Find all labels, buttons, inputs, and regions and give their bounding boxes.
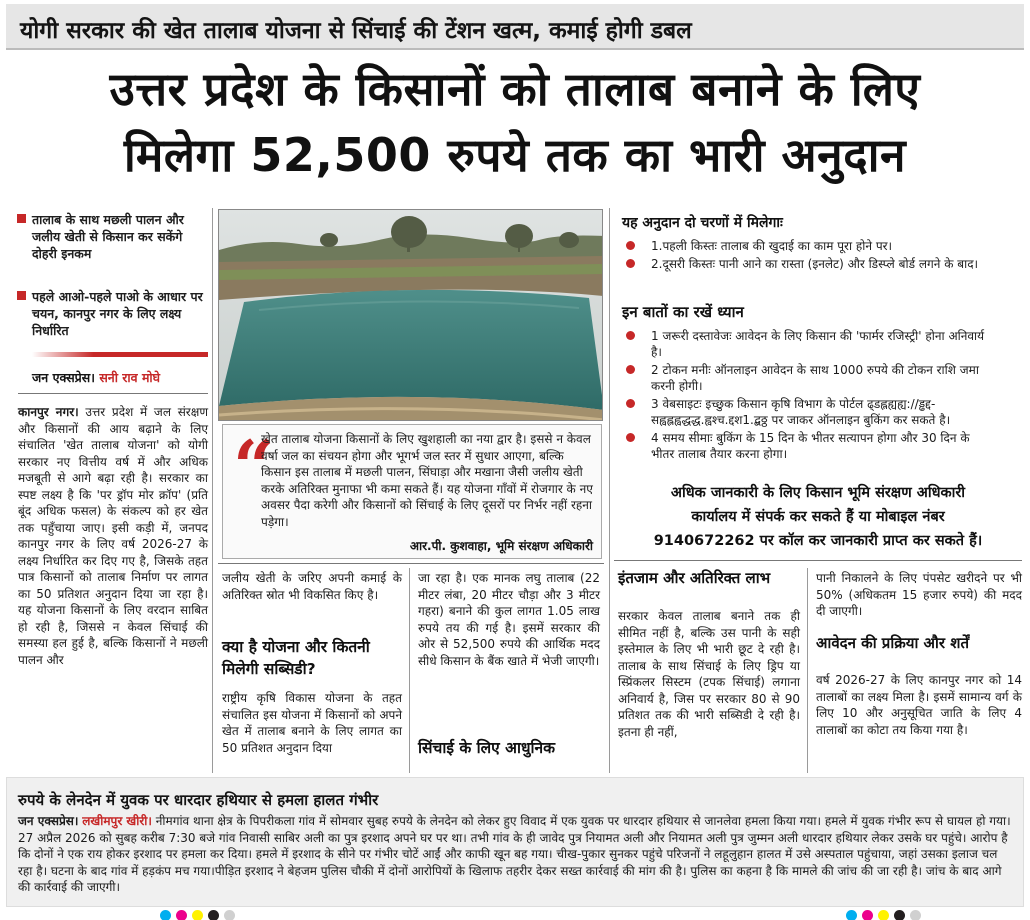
kicker-text: योगी सरकार की खेत तालाब योजना से सिंचाई की टेंशन खत्म, कमाई होगी डबल — [20, 18, 692, 44]
list-item: 2 टोकन मनीः ऑनलाइन आवेदन के साथ 1000 रुपये की टोकन राशि जमा करनी होगी। — [626, 362, 996, 394]
byline-agency: जन एक्सप्रेस। — [32, 370, 95, 385]
column-1-text: उत्तर प्रदेश में जल संरक्षण और किसानों की आय बढ़ाने के लिए संचालित 'खेत तालाब योजना' को योगी सरकार नए वित्तीय वर्ष में और अधिक मजबूती से आगे बढ़ा रही है। सरकार का स्पष्ट लक्ष्य है कि 'पर ड्रॉप मोर क्रॉप' (प्रति बूंद अधिक फसल) के संकल्प को हर खेत तक पहुँचाया जाए। इसी कड़ी में, जनपद कानपुर नगर के लिए वर्ष 2026-27 के लक्ष्य निर्धारित कर दिए गए है, जिसके तहत पात्र किसानों को तालाब निर्माण पर लागत का 50 प्रतिशत अनुदान दिया जा रहा है। यह योजना किसानों के लिए वरदान साबित हो रही है, जिससे न केवल सिंचाई की समस्या हल हुई है, बल्कि किसानों ने मछली पालन और — [18, 405, 208, 667]
column-rule — [212, 208, 213, 773]
column-2-bottom: राष्ट्रीय कृषि विकास योजना के तहत संचालित इस योजना में किसानों को अपने खेत में तालाब बनाने के लिए लागत का 50 प्रतिशत अनुदान दिया — [222, 691, 402, 755]
byline — [32, 369, 160, 386]
bullet-square-icon — [17, 214, 26, 223]
bottom-story-title: रुपये के लेनदेन में युवक पर धारदार हथियार से हमला हालत गंभीर — [18, 791, 379, 809]
headline-line-1: उत्तर प्रदेश के किसानों को तालाब बनाने के लिए — [109, 62, 921, 116]
quote-mark-icon: “ — [233, 424, 275, 509]
pond-photo — [218, 209, 603, 421]
phases-list — [626, 238, 996, 274]
subhead-benefits: इंतजाम और अतिरिक्त लाभ — [618, 569, 771, 587]
headline — [6, 56, 1024, 188]
column-rule — [409, 568, 410, 773]
bullet-dot-icon — [626, 433, 635, 442]
phases-title: यह अनुदान दो चरणों में मिलेगाः — [622, 215, 783, 231]
black-dot-icon — [894, 910, 905, 920]
quote-text: खेत तालाब योजना किसानों के लिए खुशहाली का नया द्वार है। इससे न केवल वर्षा जल का संचयन होगा और भूगर्भ जल स्तर में सुधार आएगा, बल्कि किसान इस तालाब में मछली पालन, सिंघाड़ा और मखाना जैसी जलीय खेती करके अतिरिक्त मुनाफा भी कमा सकते हैं। यह योजना गाँवों में रोजगार के नए अवसर पैदा करेगी और किसानों को सिंचाई के लिए दूसरों पर निर्भर नहीं रहना पड़ेगा। — [261, 432, 593, 529]
bullet-dot-icon — [626, 259, 635, 268]
info-line-1: अधिक जानकारी के लिए किसान भूमि संरक्षण अधिकारी — [670, 485, 966, 501]
divider — [18, 393, 208, 394]
black-dot-icon — [208, 910, 219, 920]
registration-marks-left — [160, 910, 235, 920]
subhead-application: आवेदन की प्रक्रिया और शर्तें — [816, 634, 970, 652]
subhead-irrigation: सिंचाई के लिए आधुनिक — [418, 739, 556, 757]
info-line-3: 9140672262 पर कॉल कर जानकारी प्राप्त कर सकते हैं। — [653, 533, 983, 549]
dateline: कानपुर नगर। — [18, 405, 79, 419]
list-item: 1.पहली किस्तः तालाब की खुदाई का काम पूरा होने पर। — [626, 238, 996, 254]
bottom-dateline: लखीमपुर खीरी। — [82, 814, 152, 828]
subhead-subsidy: क्या है योजना और कितनी मिलेगी सब्सिडी? — [222, 638, 370, 678]
headline-line-2: मिलेगा 52,500 रुपये तक का भारी अनुदान — [123, 128, 907, 182]
highlight-1 — [18, 211, 208, 262]
info-box — [615, 481, 1021, 554]
quote-attribution: आर.पी. कुशवाहा, भूमि संरक्षण अधिकारी — [409, 539, 593, 553]
byline-author: सनी राव मोघे — [99, 370, 161, 385]
grey-dot-icon — [224, 910, 235, 920]
highlight-2-text: पहले आओ-पहले पाओ के आधार पर चयन, कानपुर नगर के लिए लक्ष्य निर्धारित — [32, 289, 203, 338]
bullet-dot-icon — [626, 241, 635, 250]
quote-box — [222, 424, 602, 559]
bullet-dot-icon — [626, 365, 635, 374]
bullet-dot-icon — [626, 331, 635, 340]
list-item: 1 जरूरी दस्तावेजः आवेदन के लिए किसान की 'फार्मर रजिस्ट्री' होना अनिवार्य है। — [626, 328, 996, 360]
notes-list — [626, 328, 996, 464]
registration-marks-right — [846, 910, 921, 920]
bottom-agency: जन एक्सप्रेस। — [18, 814, 79, 828]
bullet-square-icon — [17, 291, 26, 300]
magenta-dot-icon — [176, 910, 187, 920]
bottom-story-body: नीमगांव थाना क्षेत्र के पिपरीकला गांव में सोमवार सुबह रुपये के लेनदेन को लेकर हुए विवाद में एक युवक पर धारदार हथियार से जानलेवा हमला किया गया। हमले में युवक गंभीर रूप से घायल हो गया।27 अप्रैल 2026 को सुबह करीब 7:30 बजे गांव निवासी साबिर अली का पुत्र इरशाद अपने घर पर था। तभी गांव के ही जावेद पुत्र नियामत अली और नियामत अली पुत्र जुम्मन अली धारदार हथियार लेकर उसके घर पहुंचे। आरोप है कि दोनों ने एक राय होकर इरशाद पर हमला कर दिया। हमले में इरशाद के सीने पर गंभीर चोटें आईं और काफी खून बह गया। चीख-पुकार सुनकर पहुंचे परिजनों ने लहूलुहान हालत में उसे अस्पताल पहुंचाया, जहां उसका इलाज चल रहा है। घटना के बाद गांव में हड़कंप मच गया।पीड़ित इरशाद ने बेहजम पुलिस चौकी में दोनों आरोपियों के खिलाफ तहरीर देकर सख्त कार्रवाई की मांग की है। पुलिस का कहना है कि मामले की जांच की जा रही है। जांच के बाद आगे की कार्रवाई की जाएगी। — [18, 814, 1011, 894]
info-line-2: कार्यालय में संपर्क कर सकते हैं या मोबाइल नंबर — [691, 509, 945, 525]
column-1 — [18, 404, 208, 668]
grey-dot-icon — [910, 910, 921, 920]
list-item: 2.दूसरी किस्तः पानी आने का रास्ता (इनलेट) और डिस्प्ले बोर्ड लगने के बाद। — [626, 256, 996, 272]
notes-title: इन बातों का रखें ध्यान — [622, 303, 744, 321]
column-4-text: सरकार केवल तालाब बनाने तक ही सीमित नहीं है, बल्कि उस पानी के सही इस्तेमाल के लिए भी भारी छूट दे रही है। तालाब के साथ सिंचाई के लिए ड्रिप या स्प्रिंकलर सिस्टम (टपक सिंचाई) लगाना अनिवार्य है, जिस पर सरकार 80 से 90 प्रतिशत तक की भारी सब्सिडी दे रही है। इतना ही नहीं, — [618, 609, 800, 739]
column-5-top: पानी निकालने के लिए पंपसेट खरीदने पर भी 50% (अधिकतम 15 हजार रुपये) की मदद दी जाएगी। — [816, 571, 1022, 618]
yellow-dot-icon — [192, 910, 203, 920]
highlight-2 — [18, 288, 208, 339]
column-rule — [807, 568, 808, 773]
yellow-dot-icon — [878, 910, 889, 920]
accent-bar — [32, 352, 208, 357]
column-2-top: जलीय खेती के जरिए अपनी कमाई के अतिरिक्त स्रोत भी विकसित किए है। — [222, 571, 402, 602]
pond-image — [219, 210, 603, 421]
cyan-dot-icon — [160, 910, 171, 920]
column-rule — [609, 208, 610, 773]
column-5-bottom: वर्ष 2026-27 के लिए कानपुर नगर को 14 तालाबों का लक्ष्य मिला है। इसमें सामान्य वर्ग के लिए 10 और अनुसूचित जाति के लिए 4 तालाबों का कोटा तय किया गया है। — [816, 673, 1022, 737]
magenta-dot-icon — [862, 910, 873, 920]
bullet-dot-icon — [626, 399, 635, 408]
divider — [614, 560, 1022, 561]
highlight-1-text: तालाब के साथ मछली पालन और जलीय खेती से किसान कर सकेंगे दोहरी इनकम — [32, 212, 184, 261]
divider — [218, 563, 604, 564]
cyan-dot-icon — [846, 910, 857, 920]
kicker-bar — [6, 4, 1024, 50]
column-3-text: जा रहा है। एक मानक लघु तालाब (22 मीटर लंबा, 20 मीटर चौड़ा और 3 मीटर गहरा) बनाने की कुल लागत 1.05 लाख रुपये तय की गई है। इसमें सरकार की ओर से 52,500 रुपये की आर्थिक मदद सीधे किसान के बैंक खाते में भेजी जाएगी। — [418, 571, 600, 668]
list-item: 4 समय सीमाः बुकिंग के 15 दिन के भीतर सत्यापन होगा और 30 दिन के भीतर तालाब तैयार करना होगा। — [626, 430, 996, 462]
list-item: 3 वेबसाइटः इच्छुक किसान कृषि विभाग के पोर्टल ढ्डह्लह्यह्य://ड्ढद्द- सह्वह्लह्वद्धद्ध.ह्वश्च.द्दश1.द्बठ्ठ पर जाकर ऑनलाइन बुकिंग कर सकते है। — [626, 396, 996, 428]
bottom-story-text — [18, 813, 1013, 896]
